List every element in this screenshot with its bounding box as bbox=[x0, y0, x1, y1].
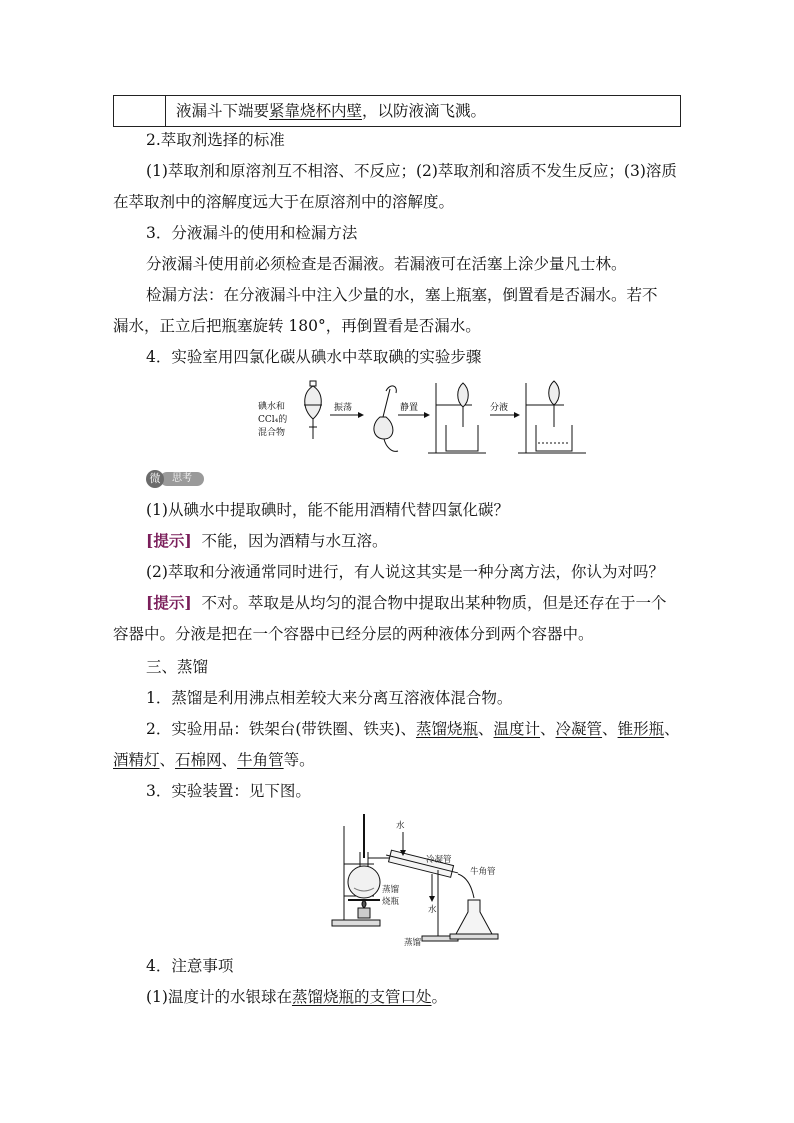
paragraph-line: 分液漏斗使用前必须检查是否漏液。若漏液可在活塞上涂少量凡士林。 bbox=[146, 255, 627, 273]
step-label: 分液 bbox=[490, 403, 509, 413]
paragraph-line: 漏水，正立后把瓶塞旋转 180°，再倒置看是否漏水。 bbox=[113, 317, 481, 335]
paragraph-line: 3．实验装置：见下图。 bbox=[146, 782, 311, 800]
figure-label: 牛角管 bbox=[470, 867, 496, 877]
figure-caption: 蒸馏 bbox=[404, 938, 422, 946]
conical-flask-icon bbox=[456, 900, 492, 934]
underlined-text: 温度计 bbox=[493, 720, 541, 738]
underlined-text: 紧靠烧杯内壁 bbox=[269, 102, 363, 120]
underlined-text: 酒精灯 bbox=[113, 751, 160, 769]
alcohol-lamp-icon bbox=[358, 908, 370, 918]
step-label: 振荡 bbox=[334, 403, 353, 413]
extraction-steps-figure bbox=[258, 375, 598, 457]
figure-label: 冷凝管 bbox=[426, 855, 452, 865]
figure-label: 碘水和 bbox=[258, 402, 286, 412]
badge-text: 思考 bbox=[160, 472, 204, 486]
text: 2．实验用品：铁架台(带铁圈、铁夹)、 bbox=[146, 720, 416, 738]
distilling-flask-icon bbox=[348, 866, 380, 898]
table-cell-text bbox=[176, 100, 486, 122]
text: ，以防液滴飞溅。 bbox=[362, 102, 487, 120]
hint-answer-cont: 容器中。分液是把在一个容器中已经分层的两种液体分到两个容器中。 bbox=[113, 625, 594, 643]
hint-line bbox=[146, 592, 667, 614]
underlined-text: 锥形瓶 bbox=[617, 720, 665, 738]
question: (1)从碘水中提取碘时，能不能用酒精代替四氯化碳？ bbox=[146, 501, 509, 519]
figure-label: 混合物 bbox=[258, 428, 286, 438]
figure-label: 烧瓶 bbox=[382, 897, 400, 907]
figure-label: 水 bbox=[428, 905, 437, 915]
hint-answer: 不能，因为酒精与水互溶。 bbox=[201, 532, 388, 550]
figure-label: 水 bbox=[396, 821, 405, 831]
hint-answer: 不对。萃取是从均匀的混合物中提取出某种物质，但是还存在于一个 bbox=[201, 594, 667, 612]
adapter-icon bbox=[458, 874, 474, 898]
text: 等。 bbox=[283, 751, 315, 769]
paragraph-line: 在萃取剂中的溶解度远大于在原溶剂中的溶解度。 bbox=[113, 193, 455, 211]
section-heading: 三、蒸馏 bbox=[146, 658, 209, 676]
section-heading: 3．分液漏斗的使用和检漏方法 bbox=[146, 224, 358, 242]
separatory-funnel-icon bbox=[304, 381, 322, 439]
hand-shaking-funnel-icon bbox=[374, 386, 398, 451]
think-badge bbox=[146, 470, 206, 488]
paragraph-line bbox=[146, 986, 447, 1008]
paragraph-line: 1．蒸馏是利用沸点相差较大来分离互溶液体混合物。 bbox=[146, 689, 513, 707]
paragraph-line: (1)萃取剂和原溶剂互不相溶、不反应；(2)萃取剂和溶质不发生反应；(3)溶质 bbox=[146, 162, 677, 180]
table-row bbox=[113, 95, 681, 127]
table-cell-empty bbox=[114, 96, 166, 126]
text: 。 bbox=[431, 988, 448, 1006]
question: (2)萃取和分液通常同时进行，有人说这其实是一种分离方法，你认为对吗？ bbox=[146, 563, 664, 581]
underlined-text: 的 bbox=[353, 988, 370, 1006]
hint-line bbox=[146, 530, 388, 552]
figure-label: CCl₄的 bbox=[258, 415, 288, 425]
text: 液漏斗下端要 bbox=[176, 102, 270, 120]
funnel-on-stand-icon bbox=[428, 383, 486, 453]
section-heading: 2.萃取剂选择的标准 bbox=[146, 131, 285, 149]
section-heading: 4．实验室用四氯化碳从碘水中萃取碘的实验步骤 bbox=[146, 348, 482, 366]
underlined-text: 牛角管 bbox=[237, 751, 284, 769]
micro-icon: 微 bbox=[146, 470, 164, 488]
underlined-text: 石棉网 bbox=[175, 751, 222, 769]
distillation-apparatus-figure bbox=[330, 812, 502, 946]
text: (1)温度计的水银球在 bbox=[146, 988, 292, 1006]
step-label: 静置 bbox=[400, 403, 419, 413]
paragraph-line: 2．实验用品：铁架台(带铁圈、铁夹)、蒸馏烧瓶、温度计、冷凝管、锥形瓶、 bbox=[146, 720, 680, 738]
underlined-text: 支管口处 bbox=[369, 988, 432, 1006]
stand-base bbox=[332, 920, 380, 926]
section-heading: 4．注意事项 bbox=[146, 957, 234, 975]
underlined-text: 蒸馏烧瓶 bbox=[291, 988, 354, 1006]
hint-tag: [提示] bbox=[146, 593, 192, 612]
hint-tag: [提示] bbox=[146, 531, 192, 550]
figure-label: 蒸馏 bbox=[382, 885, 400, 895]
underlined-text: 冷凝管 bbox=[555, 720, 603, 738]
paragraph-line: 酒精灯、石棉网、牛角管等。 bbox=[113, 751, 315, 769]
funnel-on-stand-icon bbox=[518, 381, 586, 453]
paragraph-line: 检漏方法：在分液漏斗中注入少量的水，塞上瓶塞，倒置看是否漏水。若不 bbox=[146, 286, 658, 304]
underlined-text: 蒸馏烧瓶 bbox=[415, 720, 478, 738]
